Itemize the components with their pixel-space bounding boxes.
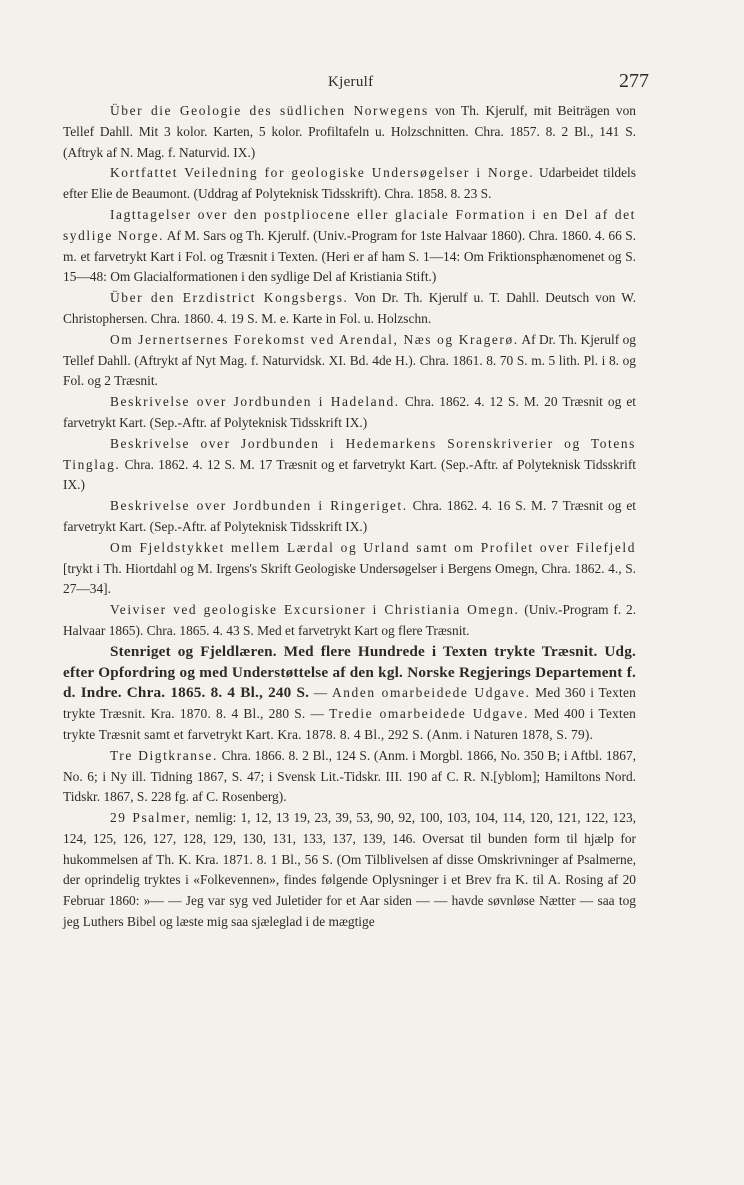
page-number: 277 <box>619 70 649 92</box>
entry-title: Om Jernertsernes Forekomst ved Arendal, Næs og Kragerø. <box>110 331 519 347</box>
running-title: Kjerulf <box>328 74 374 90</box>
entry-details: Chra. 1866. 8. 2 Bl., 124 S. (Anm. i Morgbl. 1866, No. 350 B; i Aftbl. 1867, No. 6; i Ny ill. Tidning 1867, S. 47; i Svensk Lit.-Tidskr. III. 190 af C. R. N.[yblom]; Hamiltons Nord. Tidskr. 1867, S. 228 fg. af C. Rosenberg). <box>63 747 636 805</box>
entry-details: Chra. 1862. 4. 12 S. M. 20 Træsnit og et farvetrykt Kart. (Sep.-Aftr. af Polyteknisk Tidsskrift IX.) <box>63 394 636 430</box>
entry-title: 29 Psalmer, <box>110 810 192 826</box>
entry-title: Om Fjeldstykket mellem Lærdal og Urland samt om Profilet over Filefjeld <box>110 539 636 555</box>
entry-title: Iagttagelser over den postpliocene eller glaciale Formation i en Del af det sydlige Norge. <box>63 206 636 243</box>
entry-details: nemlig: 1, 12, 13 19, 23, 39, 53, 90, 92, 100, 103, 104, 114, 120, 121, 122, 123, 124, 125, 126, 127, 128, 129, 130, 131, 133, 137, 139, 146. Oversat til bunden form til hjælp for hukommelsen af Th. K. Kra. 1871. 8. 1 Bl., 56 S. (Om Tilblivelsen af disse Omskrivninger af Psalmerne, der oprindelig tryktes i «Folkevennen», findes følgende Oplysninger i et Brev fra K. til A. Rosing af 20 Februar 1860: »— — Jeg var syg ved Juletider for et Aar siden — — havde søvnløse Nætter — saa tog jeg Luthers Bibel og læste mig saa sjæleglad i de mægtige <box>63 810 636 930</box>
bibliography-entry <box>63 600 636 642</box>
bibliography-entry <box>63 808 636 933</box>
bibliography-entry <box>63 205 636 288</box>
entry-details: [trykt i Th. Hiortdahl og M. Irgens's Skrift Geologiske Undersøgelser i Bergens Omegn, Chra. 1862. 4., S. 27—34]. <box>63 560 636 597</box>
entry-details: Chra. 1862. 4. 16 S. M. 7 Træsnit og et farvetrykt Kart. (Sep.-Aftr. af Polyteknisk Tidsskrift IX.) <box>63 498 636 534</box>
bibliography-entry <box>63 496 636 538</box>
bibliography-entry <box>63 288 636 330</box>
entry-details: (Univ.-Program f. 2. Halvaar 1865). Chra. 1865. 4. 43 S. Med et farvetrykt Kart og flere Træsnit. <box>63 602 637 638</box>
entry-title: Über den Erzdistrict Kongsbergs. <box>110 290 349 306</box>
bibliography-entry <box>63 101 636 163</box>
bibliography-entry <box>63 330 636 392</box>
entry-details: von Th. Kjerulf, mit Beiträgen von Tellef Dahll. Mit 3 kolor. Karten, 5 kolor. Profiltafeln u. Holzschnitten. Chra. 1857. 8. 2 Bl., 141 S. (Aftryk af N. Mag. f. Naturvid. IX.) <box>63 103 636 160</box>
bibliography-entry <box>63 538 636 600</box>
entry-title: Veiviser ved geologiske Excursioner i Christiania Omegn. <box>110 602 520 618</box>
edition-title: Anden omarbeidede Udgave. <box>331 685 531 701</box>
entry-details: Med 400 i Texten trykte Træsnit samt et farvetrykt Kart. Kra. 1878. 8. 4 Bl., 292 S. (Anm. i Naturen 1878, S. 79). <box>63 706 637 742</box>
edition-title: Tredie omarbeidede Udgave. <box>329 706 529 722</box>
bibliography-entry <box>63 434 636 496</box>
entry-title-fraktur: Stenriget og Fjeldlæren. Med flere Hundrede i Texten trykte Træsnit. Udg. efter Opfordring og med Understøttelse af den kgl. Norske Regjerings Departement f. d. Indre. Chra. 1865. 8. 4 Bl., 240 S. <box>63 642 636 702</box>
bibliography-entry <box>63 163 636 205</box>
entry-details: Af Dr. Th. Kjerulf og Tellef Dahll. (Aftrykt af Nyt Mag. f. Naturvidsk. XI. Bd. 4de H.). Chra. 1861. 8. 70 S. m. 5 lith. Pl. i 8. og Fol. og 2 Træsnit. <box>63 331 637 389</box>
bibliography-entry <box>63 746 636 808</box>
entry-title: Beskrivelse over Jordbunden i Hedemarkens Sorenskriverier og Totens Tinglag. <box>63 435 636 472</box>
entry-details: — <box>309 685 332 701</box>
entry-title: Kortfattet Veiledning for geologiske Undersøgelser i Norge. <box>110 165 535 181</box>
running-head <box>0 70 744 100</box>
entry-details: Udarbeidet tildels efter Elie de Beaumont. (Uddrag af Polyteknisk Tidsskrift). Chra. 1858. 8. 23 S. <box>63 165 636 202</box>
entry-details: Chra. 1862. 4. 12 S. M. 17 Træsnit og et farvetrykt Kart. (Sep.-Aftr. af Polyteknisk Tidsskrift IX.) <box>63 456 636 493</box>
bibliography-list <box>63 101 636 933</box>
entry-title: Tre Digtkranse. <box>110 747 218 763</box>
entry-title: Beskrivelse over Jordbunden i Hadeland. <box>110 394 400 410</box>
entry-details: Med 360 i Texten trykte Træsnit. Kra. 1870. 8. 4 Bl., 280 S. — <box>63 685 636 722</box>
entry-title: Über die Geologie des südlichen Norwegens <box>110 103 429 118</box>
bibliography-entry-fraktur <box>63 642 636 746</box>
entry-details: Von Dr. Th. Kjerulf u. T. Dahll. Deutsch von W. Christophersen. Chra. 1860. 4. 19 S. M. e. Karte in Fol. u. Holzschn. <box>63 290 636 326</box>
bibliography-entry <box>63 392 636 434</box>
entry-details: Af M. Sars og Th. Kjerulf. (Univ.-Program for 1ste Halvaar 1860). Chra. 1860. 4. 66 S. m. et farvetrykt Kart i Fol. og Træsnit i Texten. (Heri er af ham S. 1—14: Om Friktionsphænomenet og S. 15—48: Om Glacialformationen i den sydlige Del af Kristiania Stift.) <box>63 227 636 285</box>
entry-title: Beskrivelse over Jordbunden i Ringeriget. <box>110 498 408 514</box>
